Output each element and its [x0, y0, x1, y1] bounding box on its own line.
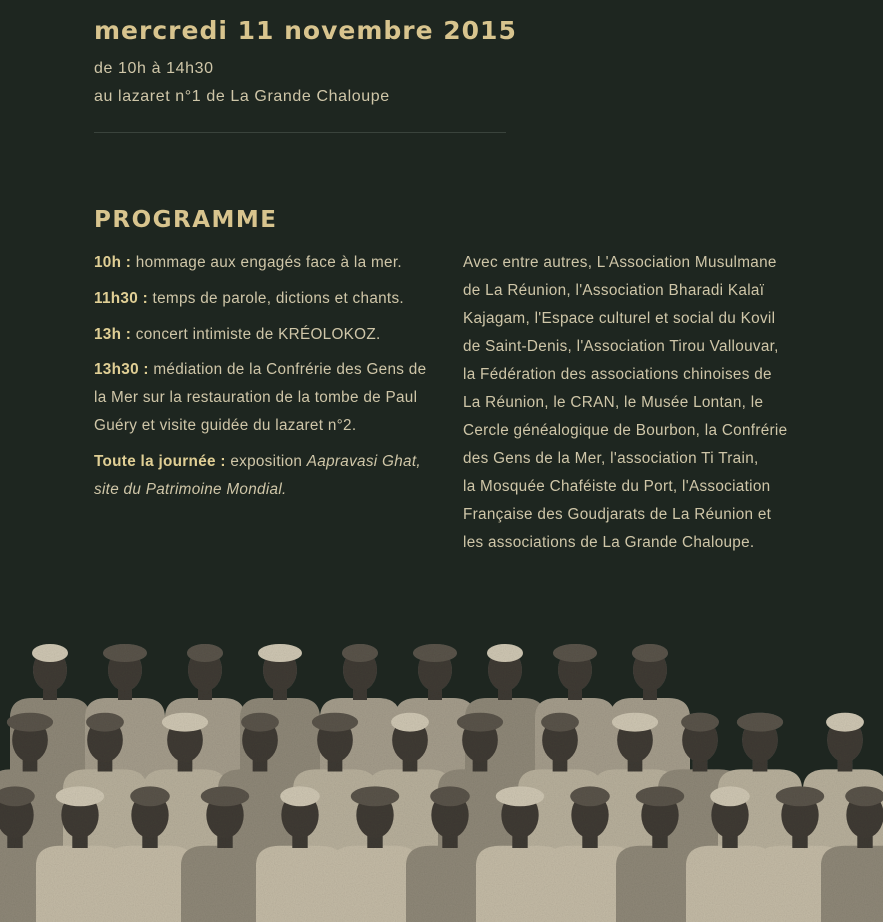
partners-line: des Gens de la Mer, l'association Ti Train,	[463, 450, 759, 467]
partners-line: de Saint-Denis, l'Association Tirou Vallouvar,	[463, 338, 779, 355]
programme-time: Toute la journée :	[94, 452, 226, 470]
programme-list	[94, 249, 434, 511]
programme-italic: Aapravasi Ghat, site du Patrimoine Mondial.	[94, 452, 421, 498]
partners-line: Avec entre autres, L'Association Musulmane	[463, 254, 777, 271]
programme-text: temps de parole, dictions et chants.	[152, 289, 404, 307]
partners-line: Kajagam, l'Espace culturel et social du Kovil	[463, 310, 776, 327]
programme-text: exposition	[230, 452, 303, 470]
programme-item	[94, 285, 434, 313]
programme-item	[94, 249, 434, 277]
programme-text: hommage aux engagés face à la mer.	[135, 254, 402, 271]
divider	[94, 132, 506, 133]
partners-line: La Réunion, le CRAN, le Musée Lontan, le	[463, 394, 764, 411]
programme-time: 13h30 :	[94, 361, 149, 379]
programme-time: 13h :	[94, 325, 132, 343]
group-photograph-icon	[0, 600, 883, 922]
programme-time: 11h30 :	[94, 289, 148, 307]
event-time: de 10h à 14h30	[94, 60, 214, 77]
event-date: mercredi 11 novembre 2015	[94, 16, 517, 45]
programme-item	[94, 321, 434, 349]
programme-item	[94, 356, 434, 439]
programme-time: 10h :	[94, 254, 132, 271]
partners-line: Française des Goudjarats de La Réunion et	[463, 506, 772, 523]
partners-line: la Mosquée Chaféiste du Port, l'Association	[463, 478, 771, 495]
partners-text	[463, 249, 813, 557]
programme-text: concert intimiste de KRÉOLOKOZ.	[135, 325, 381, 343]
programme-item	[94, 448, 434, 504]
partners-line: Cercle généalogique de Bourbon, la Confrérie	[463, 422, 788, 439]
programme-heading: PROGRAMME	[94, 207, 278, 233]
programme-text: médiation de la Confrérie des Gens de la Mer sur la restauration de la tombe de Paul Guéry et visite guidée du lazaret n°2.	[94, 361, 427, 434]
partners-line: la Fédération des associations chinoises de	[463, 366, 772, 383]
partners-line: de La Réunion, l'Association Bharadi Kalaï	[463, 282, 765, 299]
partners-line: les associations de La Grande Chaloupe.	[463, 534, 755, 551]
event-place: au lazaret n°1 de La Grande Chaloupe	[94, 88, 390, 105]
